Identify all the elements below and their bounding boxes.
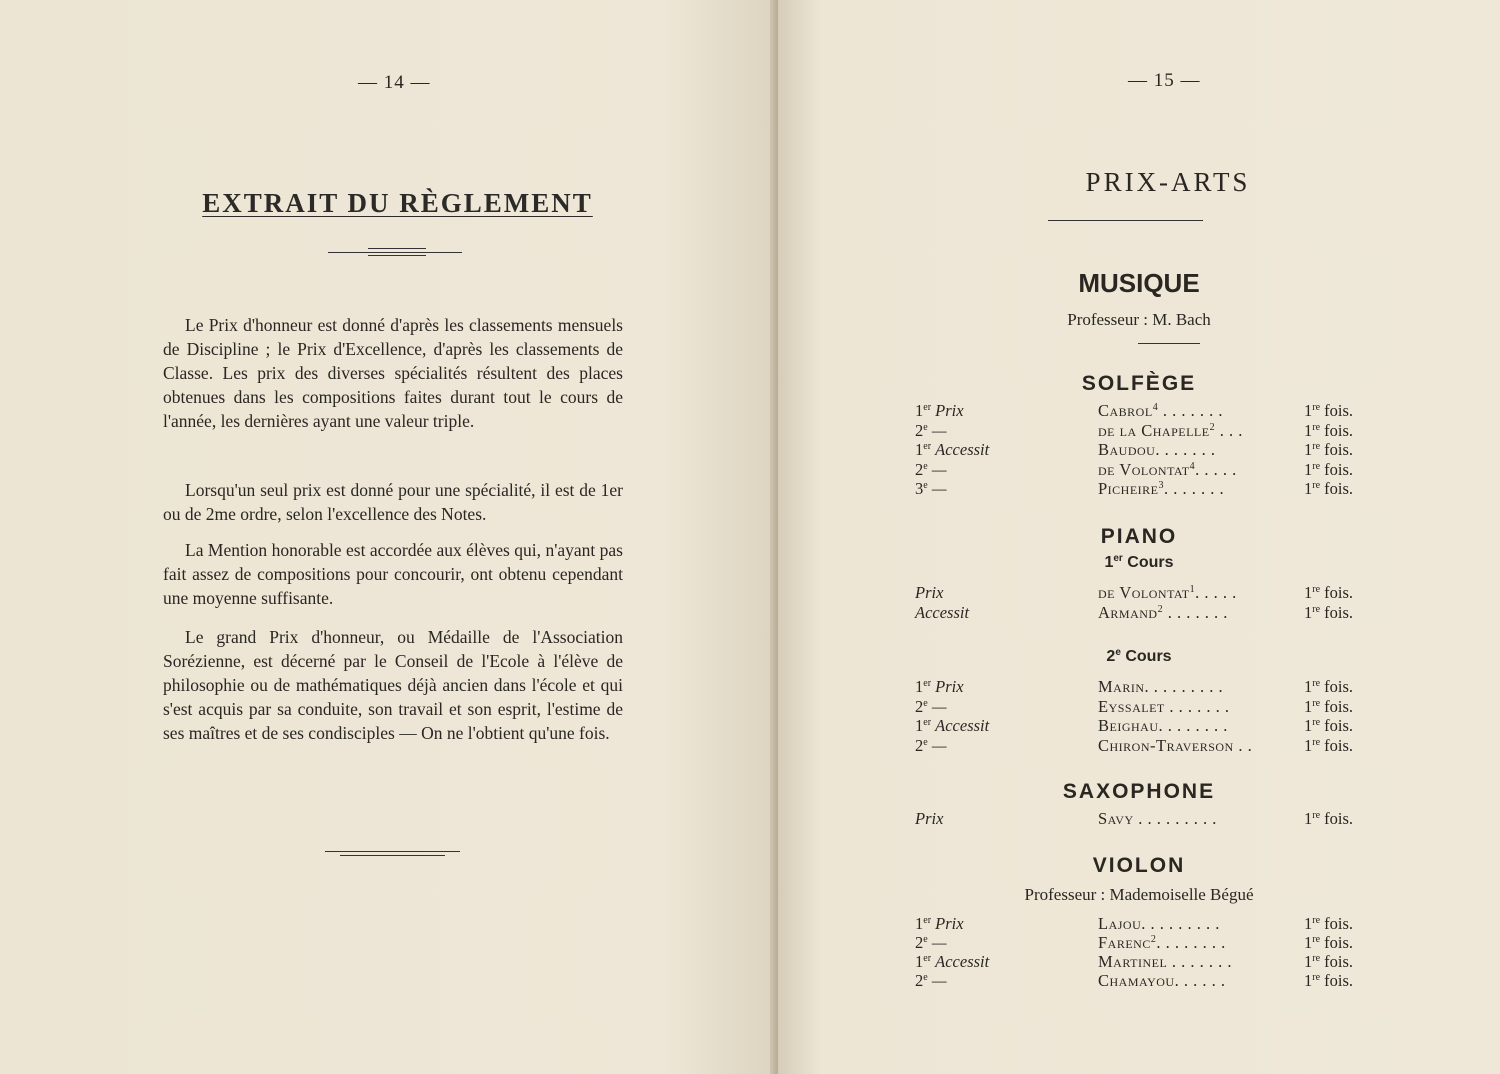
page-number: — 14 —: [358, 72, 431, 93]
student-name: Chiron-Traverson . .: [1098, 735, 1253, 755]
title-ornament-fret: [368, 248, 426, 256]
times-count: 1re fois.: [1304, 696, 1354, 716]
times-count: 1re fois.: [1304, 914, 1354, 933]
student-name: Picheire$^3$. . . . . . .: [1098, 479, 1225, 498]
page-title: PRIX-ARTS: [1085, 167, 1251, 197]
times-count: 1re fois.: [1304, 809, 1354, 828]
student-name: Armand$^2$ . . . . . . .: [1098, 602, 1228, 622]
times-count: 1re fois.: [1304, 401, 1354, 420]
rank-label: 3e —: [915, 479, 947, 498]
prize-row: [778, 401, 1500, 421]
times-count: 1re fois.: [1304, 716, 1354, 735]
student-name: Beighau. . . . . . . .: [1098, 716, 1228, 735]
times-count: 1re fois.: [1304, 952, 1354, 971]
prize-row: [778, 736, 1500, 756]
prize-row: [778, 460, 1500, 480]
times-count: 1re fois.: [1304, 420, 1354, 440]
prize-row: [778, 716, 1500, 736]
page-title: EXTRAIT DU RÈGLEMENT: [202, 188, 593, 218]
prize-row: [778, 697, 1500, 717]
rank-label: 2e —: [915, 971, 947, 990]
rank-label: 2e —: [915, 735, 947, 755]
end-ornament: [325, 851, 460, 852]
right-page: [778, 0, 1500, 1074]
rank-label: 2e —: [915, 933, 947, 952]
student-name: Cabrol$^4$ . . . . . . .: [1098, 401, 1223, 420]
times-count: 1re fois.: [1304, 602, 1354, 622]
times-count: 1re fois.: [1304, 583, 1354, 602]
times-count: 1re fois.: [1304, 933, 1354, 952]
professor-violon: Professeur : Mademoiselle Bégué: [1024, 885, 1254, 904]
section-violon: VIOLON: [1092, 854, 1186, 877]
times-count: 1re fois.: [1304, 971, 1354, 990]
times-count: 1re fois.: [1304, 735, 1354, 755]
student-name: Chamayou. . . . . .: [1098, 971, 1226, 990]
rank-label: 2e —: [915, 696, 947, 716]
prize-row: [778, 440, 1500, 460]
section-piano: PIANO: [1100, 525, 1178, 548]
prize-row: [778, 933, 1500, 953]
paragraph-2: Lorsqu'un seul prix est donné pour une spécialité, il est de 1er ou de 2me ordre, selon l'excellence des Notes.: [163, 480, 623, 524]
rank-label: Prix: [915, 583, 944, 602]
prize-row: [778, 914, 1500, 934]
rank-label: 1er Accessit: [915, 952, 990, 971]
student-name: de la Chapelle$^2$ . . .: [1098, 420, 1243, 440]
prize-row: [778, 583, 1500, 603]
rank-label: 1er Prix: [915, 677, 964, 696]
student-name: Farenc$^2$. . . . . . . .: [1098, 933, 1226, 952]
section-solfege: SOLFÈGE: [1081, 372, 1197, 395]
student-name: Baudou. . . . . . .: [1098, 440, 1216, 459]
prize-row: [778, 677, 1500, 697]
student-name: de Volontat$^4$. . . . .: [1098, 459, 1237, 479]
rank-label: 1er Accessit: [915, 716, 990, 735]
prize-row: [778, 421, 1500, 441]
student-name: Lajou. . . . . . . . .: [1098, 914, 1220, 933]
prize-row: [778, 479, 1500, 499]
paragraph-3: La Mention honorable est accordée aux élèves qui, n'ayant pas fait assez de compositions pour concourir, ont obtenu cependant une moyenne suffisante.: [163, 540, 623, 608]
student-name: Martinel . . . . . . .: [1098, 952, 1233, 971]
times-count: 1re fois.: [1304, 440, 1354, 459]
times-count: 1re fois.: [1304, 479, 1354, 498]
student-name: de Volontat$^1$. . . . .: [1098, 583, 1237, 602]
piano-cours-2: 2e Cours: [1106, 647, 1172, 665]
paragraph-1: Le Prix d'honneur est donné d'après les classements mensuels de Discipline ; le Prix d'Excellence, d'après les classements de Classe. Les prix des diverses spécialités résultent des places obtenues dans les compositions faites durant tout le cours de l'année, les dernières ayant une valeur triple.: [163, 315, 623, 431]
paragraph-4: Le grand Prix d'honneur, ou Médaille de l'Association Sorézienne, est décerné par le Conseil de l'Ecole à l'élève de philosophie ou de mathématiques déjà ancien dans l'école et qui s'est acquis par sa conduite, son travail et son esprit, l'estime de ses maîtres et de ses condisciples — On ne l'obtient qu'une fois.: [163, 627, 623, 743]
title-ornament: [1048, 220, 1203, 221]
student-name: Marin. . . . . . . . .: [1098, 677, 1224, 696]
prize-row: [778, 952, 1500, 972]
prize-row: [778, 971, 1500, 991]
rank-label: 1er Prix: [915, 914, 964, 933]
rank-label: 1er Accessit: [915, 440, 990, 459]
rank-label: Accessit: [915, 602, 970, 622]
prize-row: [778, 809, 1500, 829]
rank-label: Prix: [915, 809, 944, 828]
rank-label: 1er Prix: [915, 401, 964, 420]
divider: [1138, 343, 1200, 344]
prize-row: [778, 603, 1500, 623]
section-musique: MUSIQUE: [1078, 268, 1200, 298]
page-number: — 15 —: [1128, 70, 1201, 91]
student-name: Eyssalet . . . . . . .: [1098, 696, 1230, 716]
end-ornament-line: [340, 855, 445, 856]
professor-musique: Professeur : M. Bach: [1067, 310, 1211, 329]
times-count: 1re fois.: [1304, 677, 1354, 696]
rank-label: 2e —: [915, 459, 947, 479]
student-name: Savy . . . . . . . . .: [1098, 809, 1217, 828]
section-saxophone: SAXOPHONE: [1062, 780, 1216, 803]
times-count: 1re fois.: [1304, 459, 1354, 479]
piano-cours-1: 1er Cours: [1104, 553, 1174, 571]
rank-label: 2e —: [915, 420, 947, 440]
